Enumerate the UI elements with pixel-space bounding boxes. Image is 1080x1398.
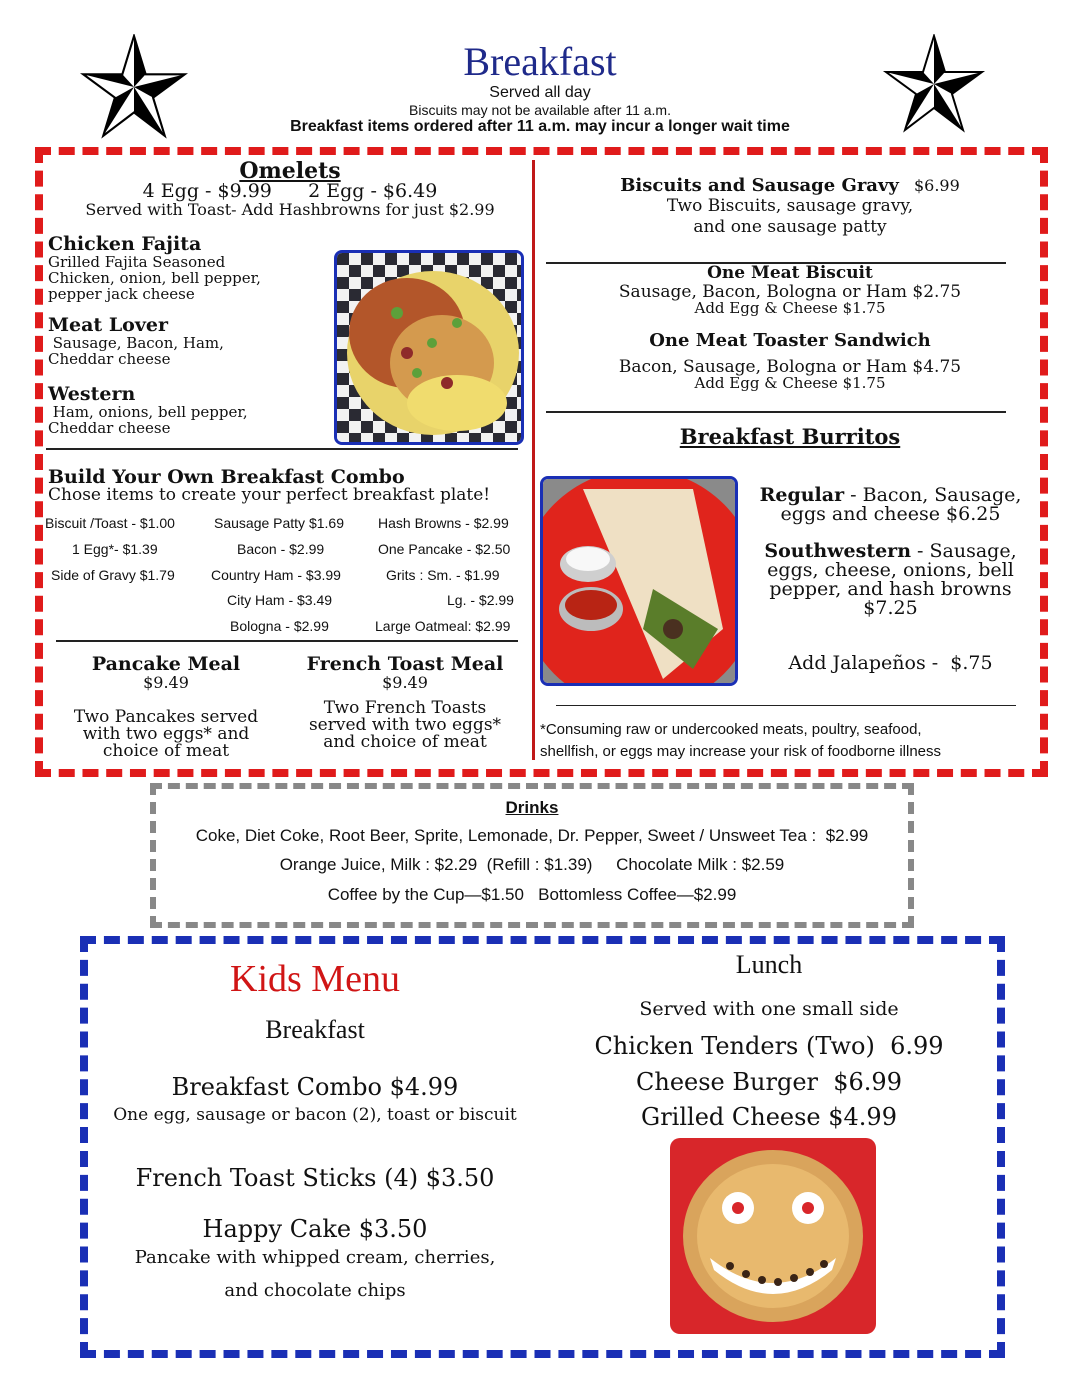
kids-french-toast-sticks: French Toast Sticks (4) $3.50 bbox=[135, 1164, 495, 1192]
burrito-photo bbox=[540, 476, 738, 686]
kids-menu-title: Kids Menu bbox=[230, 958, 400, 1000]
drinks-title: Drinks bbox=[505, 798, 559, 817]
omelet-item-name: Western bbox=[48, 383, 136, 405]
biscuits-gravy-name: Biscuits and Sausage Gravy bbox=[620, 175, 899, 196]
burrito-regular-name: Regular bbox=[759, 484, 845, 506]
omelet-served-with: Served with Toast- Add Hashbrowns for just $2.99 bbox=[85, 200, 495, 219]
combo-item: Side of Gravy $1.79 bbox=[51, 567, 175, 583]
french-toast-meal bbox=[292, 654, 518, 751]
french-toast-meal-desc: Two French Toasts bbox=[323, 698, 487, 718]
divider-line bbox=[546, 411, 1006, 413]
omelet-item-name: Meat Lover bbox=[48, 314, 168, 336]
omelet-item-desc: Cheddar cheese bbox=[48, 350, 171, 368]
biscuit-note: Biscuits may not be available after 11 a.m. bbox=[409, 102, 671, 118]
happy-cake-photo bbox=[670, 1138, 876, 1334]
combo-item: 1 Egg*- $1.39 bbox=[72, 541, 158, 557]
kids-cheese-burger: Cheese Burger $6.99 bbox=[636, 1068, 902, 1096]
add-jalapenos: Add Jalapeños - $.75 bbox=[788, 652, 993, 674]
omelets-title: Omelets bbox=[239, 158, 341, 184]
kids-breakfast-combo: Breakfast Combo $4.99 bbox=[171, 1073, 459, 1101]
french-toast-meal-desc: served with two eggs* bbox=[308, 715, 502, 735]
burrito-southwestern-desc: $7.25 bbox=[863, 597, 918, 619]
one-meat-biscuit-name: One Meat Biscuit bbox=[707, 263, 873, 283]
one-meat-biscuit bbox=[545, 264, 1035, 316]
pancake-meal-desc: Two Pancakes served bbox=[73, 707, 259, 727]
wait-note: Breakfast items ordered after 11 a.m. may incur a longer wait time bbox=[290, 118, 790, 135]
toaster-sandwich-line2: Add Egg & Cheese $1.75 bbox=[694, 374, 886, 392]
kids-lunch-heading: Lunch bbox=[735, 950, 803, 979]
combo-item: Bologna - $2.99 bbox=[230, 618, 329, 634]
pancake-meal-name: Pancake Meal bbox=[91, 653, 241, 675]
kids-happy-cake-desc: and chocolate chips bbox=[224, 1280, 406, 1301]
combo-item: Grits : Sm. - $1.99 bbox=[386, 567, 500, 583]
kids-chicken-tenders: Chicken Tenders (Two) 6.99 bbox=[594, 1032, 944, 1060]
omelet-prices: 4 Egg - $9.99 2 Egg - $6.49 bbox=[142, 180, 438, 202]
combo-item: Large Oatmeal: $2.99 bbox=[375, 618, 511, 634]
combo-subtitle: Chose items to create your perfect breakfast plate! bbox=[48, 485, 491, 505]
kids-lunch-served: Served with one small side bbox=[639, 998, 899, 1020]
food-warning bbox=[540, 719, 941, 763]
omelet-item-desc: Sausage, Bacon, Ham, bbox=[48, 334, 224, 352]
burrito-regular bbox=[748, 486, 1033, 524]
burrito-regular-desc: - Bacon, Sausage, bbox=[844, 484, 1022, 506]
burrito-southwestern-desc: - Sausage, bbox=[911, 540, 1017, 562]
kids-grilled-cheese: Grilled Cheese $4.99 bbox=[641, 1103, 897, 1131]
toaster-sandwich bbox=[545, 330, 1035, 391]
food-warning-line: *Consuming raw or undercooked meats, poultry, seafood, bbox=[540, 721, 922, 738]
served-all-day: Served all day bbox=[489, 84, 591, 101]
drinks-line: Coke, Diet Coke, Root Beer, Sprite, Lemonade, Dr. Pepper, Sweet / Unsweet Tea : $2.99 bbox=[195, 826, 869, 845]
omelet-photo bbox=[334, 250, 524, 445]
biscuits-gravy bbox=[545, 176, 1035, 238]
french-toast-meal-desc: and choice of meat bbox=[323, 732, 487, 752]
burrito-southwestern-name: Southwestern bbox=[764, 540, 912, 562]
burrito-southwestern-desc: eggs, cheese, onions, bell bbox=[767, 559, 1014, 581]
kids-happy-cake-desc: Pancake with whipped cream, cherries, bbox=[134, 1247, 496, 1268]
pancake-meal bbox=[60, 654, 272, 760]
pancake-meal-price: $9.49 bbox=[143, 673, 189, 692]
omelet-item-desc: Cheddar cheese bbox=[48, 419, 171, 437]
combo-item: Bacon - $2.99 bbox=[237, 541, 325, 557]
omelet-item-chicken-fajita bbox=[48, 234, 338, 302]
one-meat-biscuit-line2: Add Egg & Cheese $1.75 bbox=[694, 299, 886, 317]
drinks-line: Orange Juice, Milk : $2.29 (Refill : $1.39) Chocolate Milk : $2.59 bbox=[279, 855, 785, 874]
biscuits-gravy-price: $6.99 bbox=[913, 176, 960, 195]
combo-item: City Ham - $3.49 bbox=[227, 592, 333, 608]
combo-item: Sausage Patty $1.69 bbox=[214, 515, 344, 531]
combo-item: Lg. - $2.99 bbox=[447, 592, 514, 608]
combo-item: Hash Browns - $2.99 bbox=[378, 515, 509, 531]
page-title: Breakfast bbox=[463, 39, 617, 84]
french-toast-meal-name: French Toast Meal bbox=[306, 653, 504, 675]
french-toast-meal-price: $9.49 bbox=[382, 673, 428, 692]
column-divider bbox=[532, 160, 535, 760]
drinks-line: Coffee by the Cup—$1.50 Bottomless Coffee—$2.99 bbox=[327, 885, 737, 904]
combo-item: Biscuit /Toast - $1.00 bbox=[45, 515, 175, 531]
divider-line bbox=[46, 448, 518, 450]
omelet-item-desc: Chicken, onion, bell pepper, bbox=[48, 269, 261, 287]
pancake-meal-desc: choice of meat bbox=[102, 741, 230, 761]
omelet-item-desc: pepper jack cheese bbox=[48, 285, 195, 303]
combo-title: Build Your Own Breakfast Combo bbox=[48, 466, 405, 488]
combo-item: One Pancake - $2.50 bbox=[378, 541, 511, 557]
omelet-item-meat-lover bbox=[48, 315, 338, 367]
biscuits-gravy-desc: and one sausage patty bbox=[693, 217, 887, 237]
omelet-item-western bbox=[48, 384, 338, 436]
one-meat-biscuit-line1: Sausage, Bacon, Bologna or Ham $2.75 bbox=[618, 282, 962, 302]
omelet-item-name: Chicken Fajita bbox=[48, 233, 202, 255]
burrito-southwestern-desc: pepper, and hash browns bbox=[769, 578, 1012, 600]
food-warning-line: shellfish, or eggs may increase your risk of foodborne illness bbox=[540, 743, 942, 760]
pancake-meal-desc: with two eggs* and bbox=[82, 724, 250, 744]
burrito-southwestern bbox=[748, 542, 1033, 618]
kids-breakfast-combo-desc: One egg, sausage or bacon (2), toast or biscuit bbox=[113, 1105, 517, 1125]
omelet-item-desc: Ham, onions, bell pepper, bbox=[48, 403, 248, 421]
divider-line bbox=[556, 705, 1016, 706]
burrito-regular-desc: eggs and cheese $6.25 bbox=[780, 503, 1001, 525]
combo-item: Country Ham - $3.99 bbox=[211, 567, 341, 583]
biscuits-gravy-desc: Two Biscuits, sausage gravy, bbox=[666, 196, 914, 216]
burritos-title: Breakfast Burritos bbox=[679, 424, 901, 449]
kids-breakfast-heading: Breakfast bbox=[265, 1015, 365, 1044]
kids-happy-cake: Happy Cake $3.50 bbox=[202, 1215, 428, 1243]
divider-line bbox=[56, 640, 518, 642]
omelet-item-desc: Grilled Fajita Seasoned bbox=[48, 253, 226, 271]
toaster-sandwich-name: One Meat Toaster Sandwich bbox=[649, 330, 931, 351]
toaster-sandwich-line1: Bacon, Sausage, Bologna or Ham $4.75 bbox=[618, 357, 962, 377]
